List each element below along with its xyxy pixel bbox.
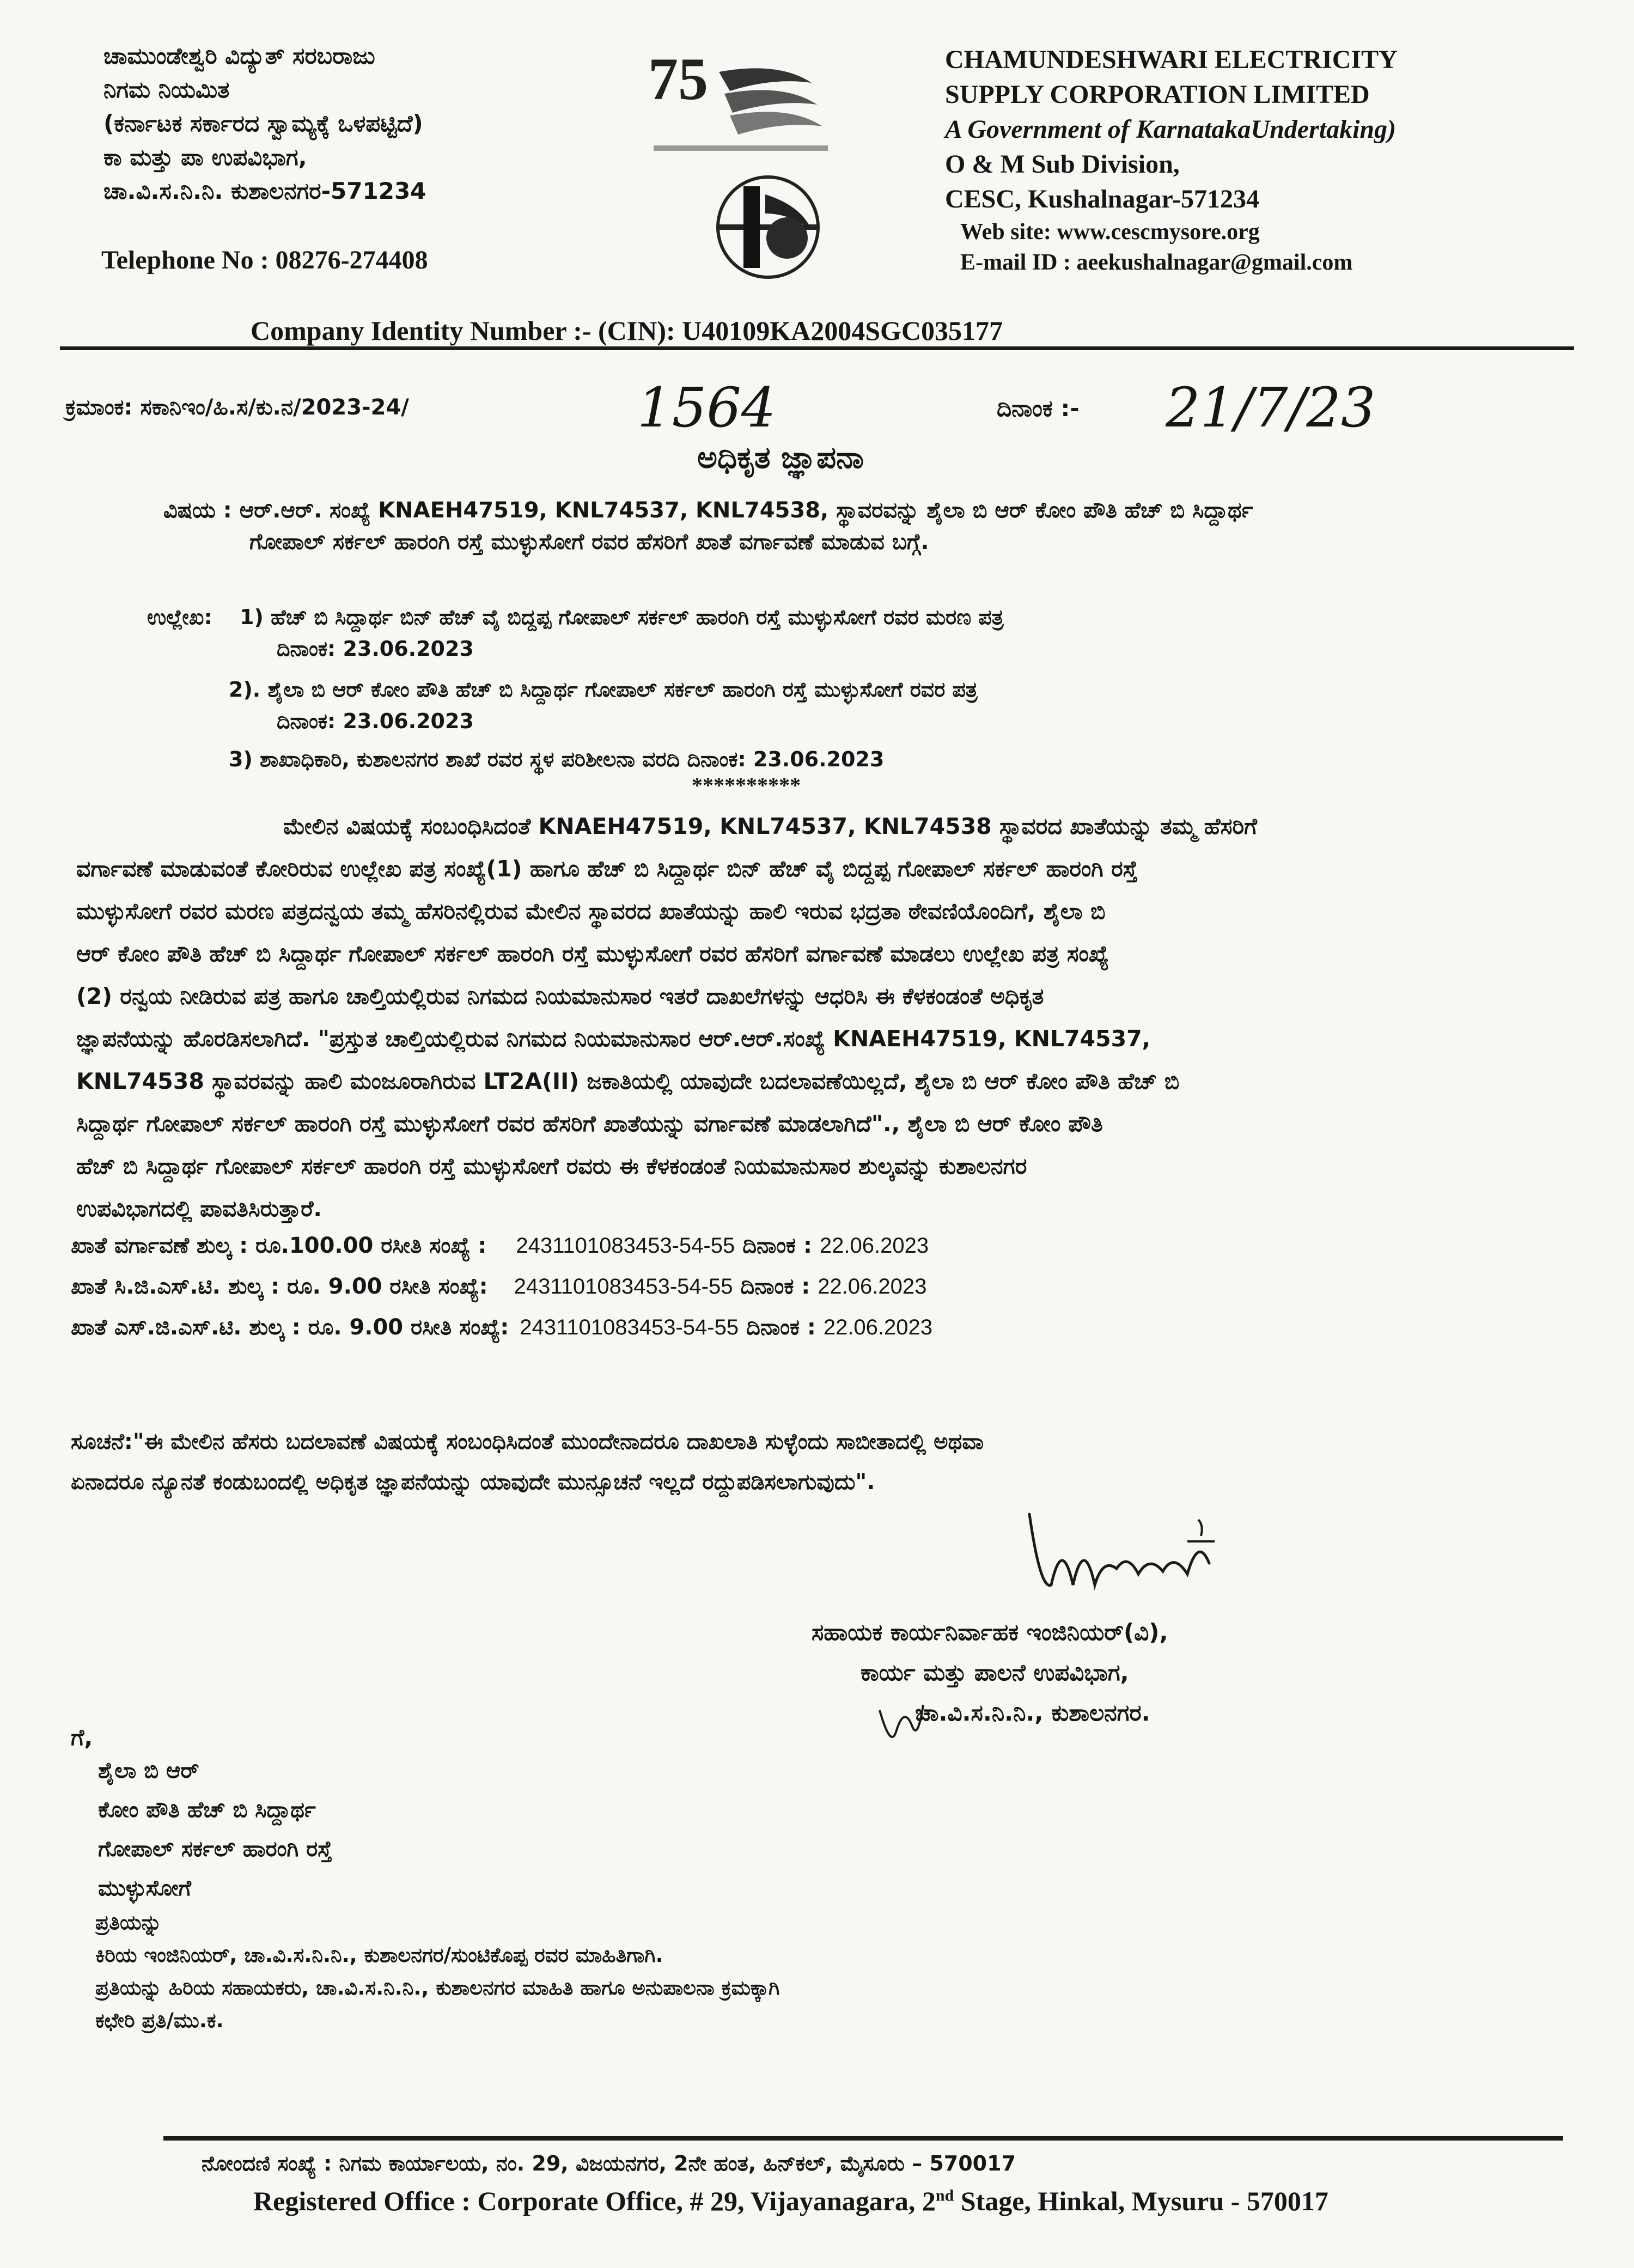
signature <box>1008 1503 1291 1618</box>
office-kn: ಕಾ ಮತ್ತು ಪಾ ಉಪವಿಭಾಗ, <box>103 144 307 170</box>
office-en: O & M Sub Division, <box>945 150 1180 179</box>
fee-row <box>71 1310 932 1345</box>
reference-item <box>240 602 1004 632</box>
website: Web site: www.cescmysore.org <box>960 220 1260 245</box>
signatory-designation: ಸಹಾಯಕ ಕಾರ್ಯನಿರ್ವಾಹಕ ಇಂಜಿನಿಯರ್(ವಿ), <box>812 1619 1168 1645</box>
fee-row <box>71 1228 929 1263</box>
reference-text: ಶಾಖಾಧಿಕಾರಿ, ಕುಶಾಲನಗರ ಶಾಖೆ ರವರ ಸ್ಥಳ ಪರಿಶೀಲನಾ ವರದಿ ದಿನಾಂಕ: 23.06.2023 <box>260 747 885 771</box>
footer-en-part1: Registered Office : Corporate Office, # 29, Vijayanagara, 2 <box>253 2186 936 2216</box>
references-label: ಉಲ್ಲೇಖ: <box>147 605 212 629</box>
footer-registered-office <box>253 2185 1328 2217</box>
body-line: KNL74538 ಸ್ಥಾವರವನ್ನು ಹಾಲಿ ಮಂಜೂರಾಗಿರುವ LT2A(II) ಜಕಾತಿಯಲ್ಲಿ ಯಾವುದೇ ಬದಲಾವಣೆಯಿಲ್ಲದೆ, ಶೈಲಾ ಬಿ ಆರ್ ಕೋಂ ಪೌತಿ ಹೆಚ್ ಬಿ <box>76 1068 1180 1094</box>
body-line: ವರ್ಗಾವಣೆ ಮಾಡುವಂತೆ ಕೋರಿರುವ ಉಲ್ಲೇಖ ಪತ್ರ ಸಂಖ್ಯೆ(1) ಹಾಗೂ ಹೆಚ್ ಬಿ ಸಿದ್ದಾರ್ಥ ಬಿನ್ ಹೆಚ್ ವೈ ಬಿದ್ದಪ್ಪ ಗೋಪಾಲ್ ಸರ್ಕಲ್ ಹಾರಂಗಿ ರಸ್ತೆ <box>76 856 1138 882</box>
org-govt-kn: (ಕರ್ನಾಟಕ ಸರ್ಕಾರದ ಸ್ವಾಮ್ಯಕ್ಕೆ ಒಳಪಟ್ಟಿದೆ) <box>103 110 423 137</box>
cin-line: Company Identity Number :- (CIN): U40109KA2004SGC035177 <box>251 315 1003 346</box>
separator-stars: ********** <box>692 773 801 797</box>
recipient-line: ಗೋಪಾಲ್ ಸರ್ಕಲ್ ಹಾರಂಗಿ ರಸ್ತೆ <box>98 1837 332 1862</box>
header-divider <box>60 346 1574 350</box>
letter-number-label: ಕ್ರಮಾಂಕ: ಸಕಾನಿಇಂ/ಹಿ.ಸ/ಕು.ನ/2023-24/ <box>65 395 409 420</box>
signatory-org: ಚಾ.ವಿ.ಸ.ನಿ.ನಿ., ಕುಶಾಲನಗರ. <box>915 1699 1150 1726</box>
fee-date: 22.06.2023 <box>823 1315 933 1339</box>
reference-item <box>229 674 978 705</box>
body-line: ಸಿದ್ದಾರ್ಥ ಗೋಪಾಲ್ ಸರ್ಕಲ್ ಹಾರಂಗಿ ರಸ್ತೆ ಮುಳ್ಳುಸೋಗೆ ರವರ ಹೆಸರಿಗೆ ಖಾತೆಯನ್ನು ವರ್ಗಾವಣೆ ಮಾಡಲಾಗಿದೆ"., ಶೈಲಾ ಬಿ ಆರ್ ಕೋಂ ಪೌತಿ <box>76 1111 1103 1137</box>
letterhead-english <box>945 42 1398 278</box>
recipient-line: ಮುಳ್ಳುಸೋಗೆ <box>98 1876 191 1901</box>
subject-line-2: ಗೋಪಾಲ್ ಸರ್ಕಲ್ ಹಾರಂಗಿ ರಸ್ತೆ ಮುಳ್ಳುಸೋಗೆ ರವರ ಹೆಸರಿಗೆ ಖಾತೆ ವರ್ಗಾವಣೆ ಮಾಡುವ ಬಗ್ಗೆ. <box>249 529 929 554</box>
reference-text: ಶೈಲಾ ಬಿ ಆರ್ ಕೋಂ ಪೌತಿ ಹೆಚ್ ಬಿ ಸಿದ್ದಾರ್ಥ ಗೋಪಾಲ್ ಸರ್ಕಲ್ ಹಾರಂಗಿ ರಸ್ತೆ ಮುಳ್ಳುಸೋಗೆ ರವರ ಪತ್ರ <box>267 678 978 702</box>
org-name-en: CHAMUNDESHWARI ELECTRICITY <box>945 45 1398 74</box>
copy-line: ಪ್ರತಿಯನ್ನು <box>95 1911 162 1934</box>
receipt-number: 2431101083453-54-55 <box>520 1315 739 1339</box>
svg-text:75: 75 <box>648 50 708 112</box>
body-line: ಆರ್ ಕೋಂ ಪೌತಿ ಹೆಚ್ ಬಿ ಸಿದ್ದಾರ್ಥ ಗೋಪಾಲ್ ಸರ್ಕಲ್ ಹಾರಂಗಿ ರಸ್ತೆ ಮುಳ್ಳುಸೋಗೆ ರವರ ಹೆಸರಿಗೆ ವರ್ಗಾವಣೆ ಮಾಡಲು ಉಲ್ಲೇಖ ಪತ್ರ ಸಂಖ್ಯೆ <box>76 941 1109 967</box>
email: E-mail ID : aeekushalnagar@gmail.com <box>960 250 1353 275</box>
letterhead-kannada <box>103 39 426 208</box>
memo-body <box>76 805 1558 1230</box>
reference-num: 2). <box>229 678 261 702</box>
org-name-en-2: SUPPLY CORPORATION LIMITED <box>945 80 1370 109</box>
body-line: ಜ್ಞಾಪನೆಯನ್ನು ಹೊರಡಿಸಲಾಗಿದೆ. "ಪ್ರಸ್ತುತ ಚಾಲ್ತಿಯಲ್ಲಿರುವ ನಿಗಮದ ನಿಯಮಾನುಸಾರ ಆರ್.ಆರ್.ಸಂಖ್ಯೆ KNAEH47519, KNL74537, <box>76 1026 1151 1052</box>
body-line: (2) ರನ್ವಯ ನೀಡಿರುವ ಪತ್ರ ಹಾಗೂ ಚಾಲ್ತಿಯಲ್ಲಿರುವ ನಿಗಮದ ನಿಯಮಾನುಸಾರ ಇತರೆ ದಾಖಲೆಗಳನ್ನು ಆಧರಿಸಿ ಈ ಕೆಳಕಂಡಂತೆ ಅಧಿಕೃತ <box>76 983 1044 1009</box>
body-line: ಉಪವಿಭಾಗದಲ್ಲಿ ಪಾವತಿಸಿರುತ್ತಾರೆ. <box>76 1196 322 1222</box>
subject-line-1: ಆರ್.ಆರ್. ಸಂಖ್ಯೆ KNAEH47519, KNL74537, KNL74538, ಸ್ಥಾವರವನ್ನು ಶೈಲಾ ಬಿ ಆರ್ ಕೋಂ ಪೌತಿ ಹೆಚ್ ಬಿ ಸಿದ್ದಾರ್ಥ <box>239 498 1253 523</box>
office-address-en: CESC, Kushalnagar-571234 <box>945 185 1259 214</box>
to-label: ಗೆ, <box>71 1724 93 1751</box>
fee-label: ಖಾತೆ ವರ್ಗಾವಣೆ ಶುಲ್ಕ : ರೂ.100.00 ರಸೀತಿ ಸಂಖ್ಯೆ : <box>71 1233 487 1258</box>
footer-divider <box>163 2136 1563 2141</box>
reference-date: ದಿನಾಂಕ: 23.06.2023 <box>277 637 474 661</box>
logos <box>637 50 899 279</box>
fee-date: 22.06.2023 <box>819 1234 929 1258</box>
copy-list <box>95 1906 779 2037</box>
copy-line: ಕಛೇರಿ ಪ್ರತಿ/ಮು.ಕ. <box>95 2009 224 2032</box>
signatory-office: ಕಾರ್ಯ ಮತ್ತು ಪಾಲನೆ ಉಪವಿಭಾಗ, <box>861 1659 1129 1686</box>
copy-line: ಪ್ರತಿಯನ್ನು ಹಿರಿಯ ಸಹಾಯಕರು, ಚಾ.ವಿ.ಸ.ನಿ.ನಿ., ಕುಶಾಲನಗರ ಮಾಹಿತಿ ಹಾಗೂ ಅನುಪಾಲನಾ ಕ್ರಮಕ್ಕಾಗಿ <box>95 1976 780 1999</box>
body-line: ಹೆಚ್ ಬಿ ಸಿದ್ದಾರ್ಥ ಗೋಪಾಲ್ ಸರ್ಕಲ್ ಹಾರಂಗಿ ರಸ್ತೆ ಮುಳ್ಳುಸೋಗೆ ರವರು ಈ ಕೆಳಕಂಡಂತೆ ನಿಯಮಾನುಸಾರ ಶುಲ್ಕವನ್ನು ಕುಶಾಲನಗರ <box>76 1153 1027 1179</box>
footer-en-part2: Stage, Hinkal, Mysuru - 570017 <box>954 2186 1328 2216</box>
note-line: ಸೂಚನೆ:"ಈ ಮೇಲಿನ ಹೆಸರು ಬದಲಾವಣೆ ವಿಷಯಕ್ಕೆ ಸಂಬಂಧಿಸಿದಂತೆ ಮುಂದೇನಾದರೂ ದಾಖಲಾತಿ ಸುಳ್ಳೆಂದು ಸಾಬೀತಾದಲ್ಲಿ ಅಥವಾ <box>71 1429 984 1454</box>
recipient-address <box>98 1751 332 1908</box>
fee-label: ಖಾತೆ ಎಸ್.ಜಿ.ಎಸ್.ಟಿ. ಶುಲ್ಕ : ರೂ. 9.00 ರಸೀತಿ ಸಂಖ್ಯೆ: <box>71 1315 509 1340</box>
note <box>71 1422 984 1502</box>
note-line: ಏನಾದರೂ ನ್ಯೂನತೆ ಕಂಡುಬಂದಲ್ಲಿ ಅಧಿಕೃತ ಜ್ಞಾಪನೆಯನ್ನು ಯಾವುದೇ ಮುನ್ಸೂಚನೆ ಇಲ್ಲದೆ ರದ್ದುಪಡಿಸಲಾಗುವುದು". <box>71 1470 875 1495</box>
azadi-75-logo-icon <box>637 50 899 279</box>
fee-date-label: ದಿನಾಂಕ : <box>742 1233 812 1258</box>
memo-title: ಅಧಿಕೃತ ಜ್ಞಾಪನಾ <box>697 440 864 475</box>
reference-num: 3) <box>229 747 253 771</box>
footer-en-sup: nd <box>935 2186 954 2205</box>
telephone: Telephone No : 08276-274408 <box>101 246 428 275</box>
reference-item <box>229 744 884 775</box>
initials-icon <box>874 1694 929 1754</box>
body-line: ಮುಳ್ಳುಸೋಗೆ ರವರ ಮರಣ ಪತ್ರದನ್ವಯ ತಮ್ಮ ಹೆಸರಿನಲ್ಲಿರುವ ಮೇಲಿನ ಸ್ಥಾವರದ ಖಾತೆಯನ್ನು ಹಾಲಿ ಇರುವ ಭದ್ರತಾ ಠೇವಣಿಯೊಂದಿಗೆ, ಶೈಲಾ ಬಿ <box>76 898 1106 924</box>
signature-icon <box>1008 1503 1291 1618</box>
org-name-kn: ಚಾಮುಂಡೇಶ್ವರಿ ವಿದ್ಯುತ್ ಸರಬರಾಜು <box>103 42 375 69</box>
fee-label: ಖಾತೆ ಸಿ.ಜಿ.ಎಸ್.ಟಿ. ಶುಲ್ಕ : ರೂ. 9.00 ರಸೀತಿ ಸಂಖ್ಯೆ: <box>71 1274 488 1299</box>
copy-line: ಕಿರಿಯ ಇಂಜಿನಿಯರ್, ಚಾ.ವಿ.ಸ.ನಿ.ನಿ., ಕುಶಾಲನಗರ/ಸುಂಟಿಕೊಪ್ಪ ರವರ ಮಾಹಿತಿಗಾಗಿ. <box>95 1943 663 1967</box>
footer-kn: ನೋಂದಣಿ ಸಂಖ್ಯೆ : ನಿಗಮ ಕಾರ್ಯಾಲಯ, ನಂ. 29, ವಿಜಯನಗರ, 2ನೇ ಹಂತ, ಹಿನ್‌ಕಲ್, ಮೈಸೂರು – 570017 <box>202 2151 1016 2175</box>
fee-date-label: ದಿನಾಂಕ : <box>740 1274 810 1299</box>
recipient-line: ಕೋಂ ಪೌತಿ ಹೆಚ್ ಬಿ ಸಿದ್ದಾರ್ಥ <box>98 1797 316 1822</box>
date-handwritten: 21/7/23 <box>1166 376 1376 440</box>
reference-num: 1) <box>240 605 264 629</box>
reference-date: ದಿನಾಂಕ: 23.06.2023 <box>277 709 474 733</box>
body-line: ಮೇಲಿನ ವಿಷಯಕ್ಕೆ ಸಂಬಂಧಿಸಿದಂತೆ KNAEH47519, KNL74537, KNL74538 ಸ್ಥಾವರದ ಖಾತೆಯನ್ನು ತಮ್ಮ ಹೆಸರಿಗೆ <box>283 813 1257 839</box>
date-label: ದಿನಾಂಕ :- <box>997 395 1080 422</box>
letter-number-handwritten: 1564 <box>637 376 776 440</box>
org-type-kn: ನಿಗಮ ನಿಯಮಿತ <box>103 76 230 103</box>
org-govt-en: A Government of KarnatakaUndertaking) <box>945 115 1397 144</box>
reference-text: ಹೆಚ್ ಬಿ ಸಿದ್ದಾರ್ಥ ಬಿನ್ ಹೆಚ್ ವೈ ಬಿದ್ದಪ್ಪ ಗೋಪಾಲ್ ಸರ್ಕಲ್ ಹಾರಂಗಿ ರಸ್ತೆ ಮುಳ್ಳುಸೋಗೆ ರವರ ಮರಣ ಪತ್ರ <box>271 605 1004 629</box>
fee-row <box>71 1269 926 1304</box>
signatory-block <box>812 1612 1168 1733</box>
recipient-line: ಶೈಲಾ ಬಿ ಆರ್ <box>98 1758 199 1783</box>
receipt-number: 2431101083453-54-55 <box>514 1275 733 1298</box>
subject-label: ವಿಷಯ : <box>163 498 232 523</box>
receipt-number: 2431101083453-54-55 <box>516 1234 735 1258</box>
fee-date-label: ದಿನಾಂಕ : <box>746 1315 816 1340</box>
subject <box>163 491 1253 529</box>
office-address-kn: ಚಾ.ವಿ.ಸ.ನಿ.ನಿ. ಕುಶಾಲನಗರ-571234 <box>103 178 426 204</box>
fee-date: 22.06.2023 <box>818 1275 927 1298</box>
